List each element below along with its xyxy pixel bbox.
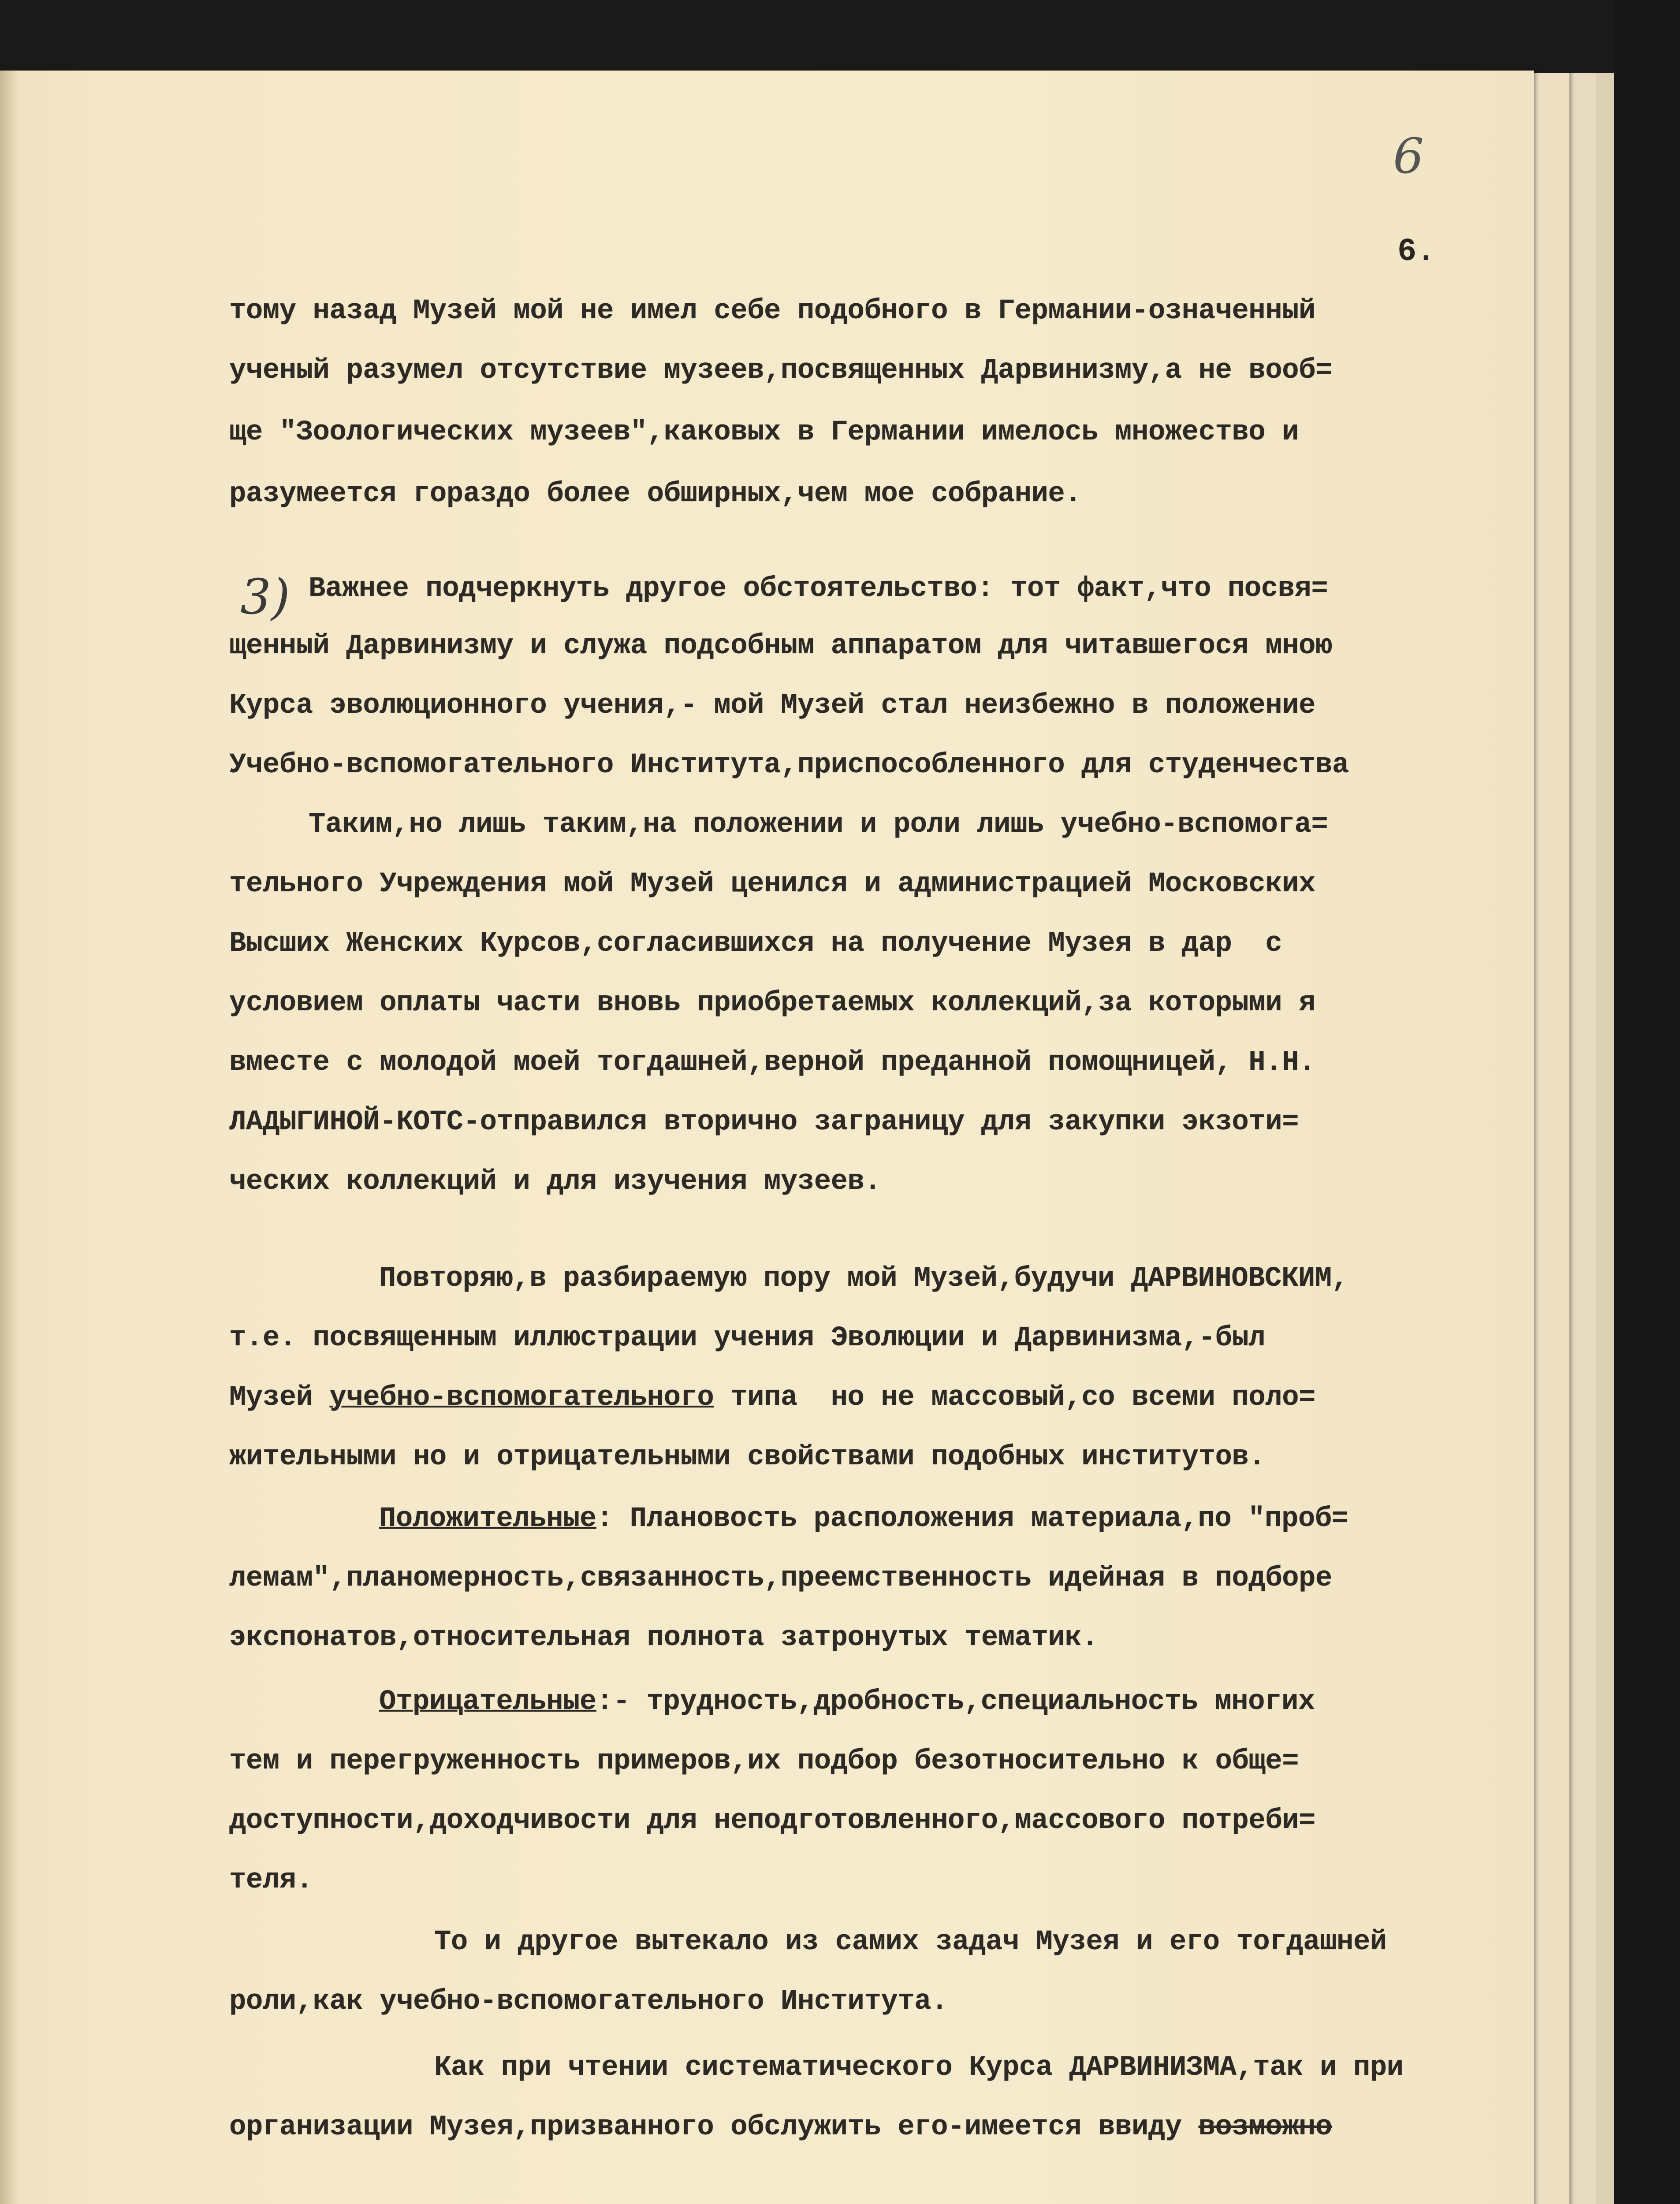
text-line: экспонатов,относительная полнота затронутых тематик. — [229, 1622, 1099, 1654]
struck-word: возможно — [1198, 2111, 1332, 2143]
text-line: Высших Женских Курсов,согласившихся на получение Музея в дар с — [229, 928, 1282, 960]
text-line: ЛАДЫГИНОЙ-КОТС-отправился вторично заграницу для закупки экзоти= — [229, 1106, 1299, 1138]
scan-background-top — [0, 0, 1680, 73]
page-gutter — [0, 71, 19, 2204]
text-line — [229, 2111, 1332, 2143]
text-segment: организации Музея,призванного обслужить его-имеется ввиду — [229, 2111, 1199, 2143]
text-line: Таким,но лишь таким,на положении и роли лишь учебно-вспомога= — [309, 809, 1328, 841]
text-line: жительными но и отрицательными свойствами подобных институтов. — [229, 1441, 1266, 1473]
text-line — [379, 1503, 1348, 1535]
text-line: щенный Дарвинизму и служа подсобным аппаратом для читавшегося мною — [229, 630, 1332, 662]
underlined-term: учебно-вспомогательного — [329, 1382, 714, 1414]
text-line: ще "Зоологических музеев",каковых в Германии имелось множество и — [229, 417, 1299, 448]
text-line: То и другое вытекало из самих задач Музея и его тогдашней — [434, 1926, 1387, 1958]
text-line: Как при чтении систематического Курса ДАРВИНИЗМА,так и при — [434, 2052, 1404, 2084]
text-line: Курса эволюционного учения,- мой Музей стал неизбежно в положение — [229, 690, 1315, 722]
underlined-heading: Отрицательные — [379, 1686, 596, 1718]
text-line: Важнее подчеркнуть другое обстоятельство: тот факт,что посвя= — [309, 573, 1328, 605]
text-line: ученый разумел отсутствие музеев,посвященных Дарвинизму,а не вооб= — [229, 355, 1332, 387]
text-line: разумеется гораздо более обширных,чем мое собрание. — [229, 478, 1082, 510]
text-line: доступности,доходчивости для неподготовленного,массового потреби= — [229, 1805, 1315, 1837]
text-line: вместе с молодой моей тогдашней,верной преданной помощницей, Н.Н. — [229, 1047, 1315, 1079]
handwritten-folio-number: 6 — [1393, 128, 1424, 184]
underlined-heading: Положительные — [379, 1503, 596, 1535]
text-line: т.е. посвященным иллюстрации учения Эволюции и Дарвинизма,-был — [229, 1322, 1266, 1354]
scan-background-right — [1614, 0, 1680, 2204]
text-line: тельного Учреждения мой Музей ценился и администрацией Московских — [229, 868, 1315, 900]
margin-note: 3) — [240, 569, 290, 625]
text-line — [379, 1686, 1315, 1718]
text-line: Учебно-вспомогательного Института,приспособленного для студенчества — [229, 749, 1349, 781]
text-line: роли,как учебно-вспомогательного Института. — [229, 1986, 948, 2018]
text-segment: Музей — [229, 1382, 330, 1414]
text-line: теля. — [229, 1865, 313, 1896]
text-segment: типа но не массовый,со всеми поло= — [714, 1382, 1315, 1414]
text-segment: : Плановость расположения материала,по "проб= — [596, 1503, 1348, 1535]
text-line: Повторяю,в разбираемую пору мой Музей,будучи ДАРВИНОВСКИМ, — [379, 1263, 1348, 1295]
text-segment: :- трудность,дробность,специальность многих — [596, 1686, 1315, 1718]
typed-page-number: 6. — [1397, 234, 1436, 270]
text-line — [229, 1382, 1315, 1414]
text-line: ческих коллекций и для изучения музеев. — [229, 1166, 881, 1198]
text-line: условием оплаты части вновь приобретаемых коллекций,за которыми я — [229, 987, 1315, 1019]
text-line: тем и перегруженность примеров,их подбор безотносительно к обще= — [229, 1746, 1299, 1777]
text-line: тому назад Музей мой не имел себе подобного в Германии-означенный — [229, 295, 1315, 327]
text-line: лемам",планомерность,связанность,преемственность идейная в подборе — [229, 1563, 1332, 1594]
